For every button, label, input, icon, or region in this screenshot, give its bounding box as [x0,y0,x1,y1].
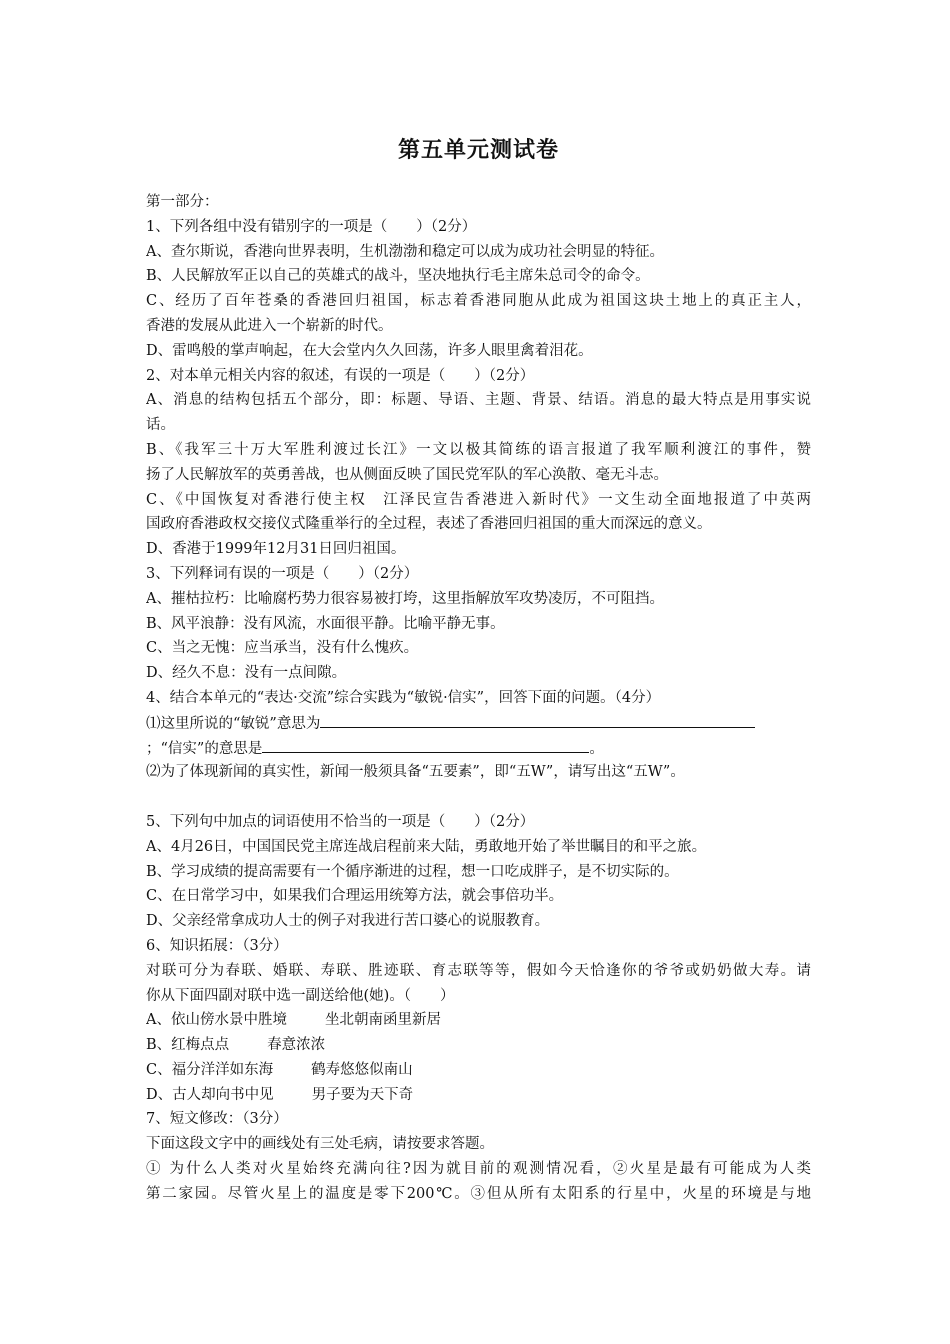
question-1-option-b: B、人民解放军正以自己的英雄式的战斗，坚决地执行毛主席朱总司令的命令。 [146,268,650,285]
page-title: 第五单元测试卷 [397,138,559,163]
question-5-option-d: D、父亲经常拿成功人士的例子对我进行苦口婆心的说服教育。 [146,913,550,930]
question-6-option-b [146,1033,811,1058]
question-3-stem: 3、下列释词有误的一项是（ ）（2分） [146,565,419,582]
question-6-option-d [146,1083,811,1108]
question-2-option-c-line2: 国政府香港政权交接仪式隆重举行的全过程，表述了香港回归祖国的重大而深远的意义。 [146,516,712,533]
couplet-c-lower: 鹤寿悠悠似南山 [311,1061,413,1078]
question-6-option-c [146,1058,811,1083]
couplet-b-lower: 春意浓浓 [267,1037,326,1054]
question-7-stem: 7、短文修改：（3分） [146,1111,288,1128]
question-2-option-b-line2: 扬了人民解放军的英勇善战，也从侧面反映了国民党军队的军心涣散、毫无斗志。 [146,466,668,483]
couplet-d-lower: 男子要为天下奇 [311,1086,414,1103]
question-1-option-d: D、雷鸣般的掌声响起，在大会堂内久久回荡，许多人眼里禽着泪花。 [146,342,593,359]
question-6-stem: 6、知识拓展：（3分） [146,937,288,954]
question-2-option-a-line1: A、消息的结构包括五个部分，即：标题、导语、主题、背景、结语。消息的最大特点是用事实说 [146,392,811,409]
question-4-part-1-end: 。 [589,740,604,757]
question-6-text-line1: 对联可分为春联、婚联、寿联、胜迹联、育志联等等，假如今天恰逢你的爷爷或奶奶做大寿。请 [146,962,811,979]
couplet-a-upper: A、依山傍水景中胜境 [146,1012,287,1029]
question-7-text-line2: ① 为什么人类对火星始终充满向往?因为就目前的观测情况看，②火星是最有可能成为人类 [146,1161,811,1178]
question-5-option-c: C、在日常学习中，如果我们合理运用统筹方法，就会事倍功半。 [146,888,564,905]
question-1-option-a: A、查尔斯说，香港向世界表明，生机渤渤和稳定可以成为成功社会明显的特征。 [146,243,664,260]
couplet-d-upper: D、古人却向书中见 [146,1086,274,1103]
question-4-part-2: ⑵为了体现新闻的真实性，新闻一般须具备“五要素”，即“五W”，请写出这“五W”。 [146,764,685,781]
couplet-b-upper: B、红梅点点 [146,1037,230,1054]
question-4-part-1-line2 [146,736,811,761]
question-1-option-c-line2: 香港的发展从此进入一个崭新的时代。 [146,317,393,334]
question-4-part-1-line1 [146,711,811,736]
question-4-stem: 4、结合本单元的“表达·交流”综合实践为“敏锐·信实”，回答下面的问题。（4分） [146,689,661,706]
question-3-option-c: C、当之无愧：应当承当，没有什么愧疚。 [146,640,419,657]
question-1-stem: 1、下列各组中没有错别字的一项是（ ）（2分） [146,218,477,235]
couplet-a-lower: 坐北朝南函里新居 [324,1012,441,1029]
answer-space[interactable] [146,785,811,810]
question-6-option-a [146,1008,811,1033]
question-2-option-c-line1: C、《中国恢复对香港行使主权 江泽民宣告香港进入新时代》一文生动全面地报道了中英两 [146,491,811,508]
answer-blank-2[interactable] [262,736,589,753]
question-7-text-line3: 第二家园。尽管火星上的温度是零下200℃。③但从所有太阳系的行星中，火星的环境是与地 [146,1185,811,1202]
question-1-option-c-line1: C、经历了百年苍桑的香港回归祖国，标志着香港同胞从此成为祖国这块土地上的真正主人， [146,293,811,310]
question-5-option-b: B、学习成绩的提高需要有一个循序渐进的过程，想一口吃成胖子，是不切实际的。 [146,863,679,880]
question-2-option-a-line2: 话。 [146,417,175,434]
question-2-option-d: D、香港于1999年12月31日回归祖国。 [146,541,406,558]
question-7-text-line1: 下面这段文字中的画线处有三处毛病，请按要求答题。 [146,1136,494,1153]
answer-blank-1[interactable] [320,711,755,728]
question-3-option-d: D、经久不息：没有一点间隙。 [146,665,347,682]
couplet-c-upper: C、福分洋洋如东海 [146,1061,274,1078]
question-5-stem: 5、下列句中加点的词语使用不恰当的一项是（ ）（2分） [146,813,535,830]
section-heading: 第一部分： [146,194,219,210]
question-2-option-b-line1: B、《我军三十万大军胜利渡过长江》一文以极其简练的语言报道了我军顺利渡江的事件，赞 [146,441,811,458]
question-3-option-b: B、风平浪静：没有风流，水面很平静。比喻平静无事。 [146,615,505,632]
question-2-stem: 2、对本单元相关内容的叙述，有误的一项是（ ）（2分） [146,367,535,384]
question-3-option-a: A、摧枯拉朽：比喻腐朽势力很容易被打垮，这里指解放军攻势凌厉，不可阻挡。 [146,590,664,607]
question-6-text-line2: 你从下面四副对联中选一副送给他(她)。（ ） [146,987,455,1004]
question-4-part-1-label-2: ；“信实”的意思是 [146,740,263,757]
document-body [146,190,811,1207]
question-5-option-a: A、4月26日，中国国民党主席连战启程前来大陆，勇敢地开始了举世瞩目的和平之旅。 [146,838,707,855]
question-4-part-1-label: ⑴这里所说的“敏锐”意思为 [146,715,321,732]
